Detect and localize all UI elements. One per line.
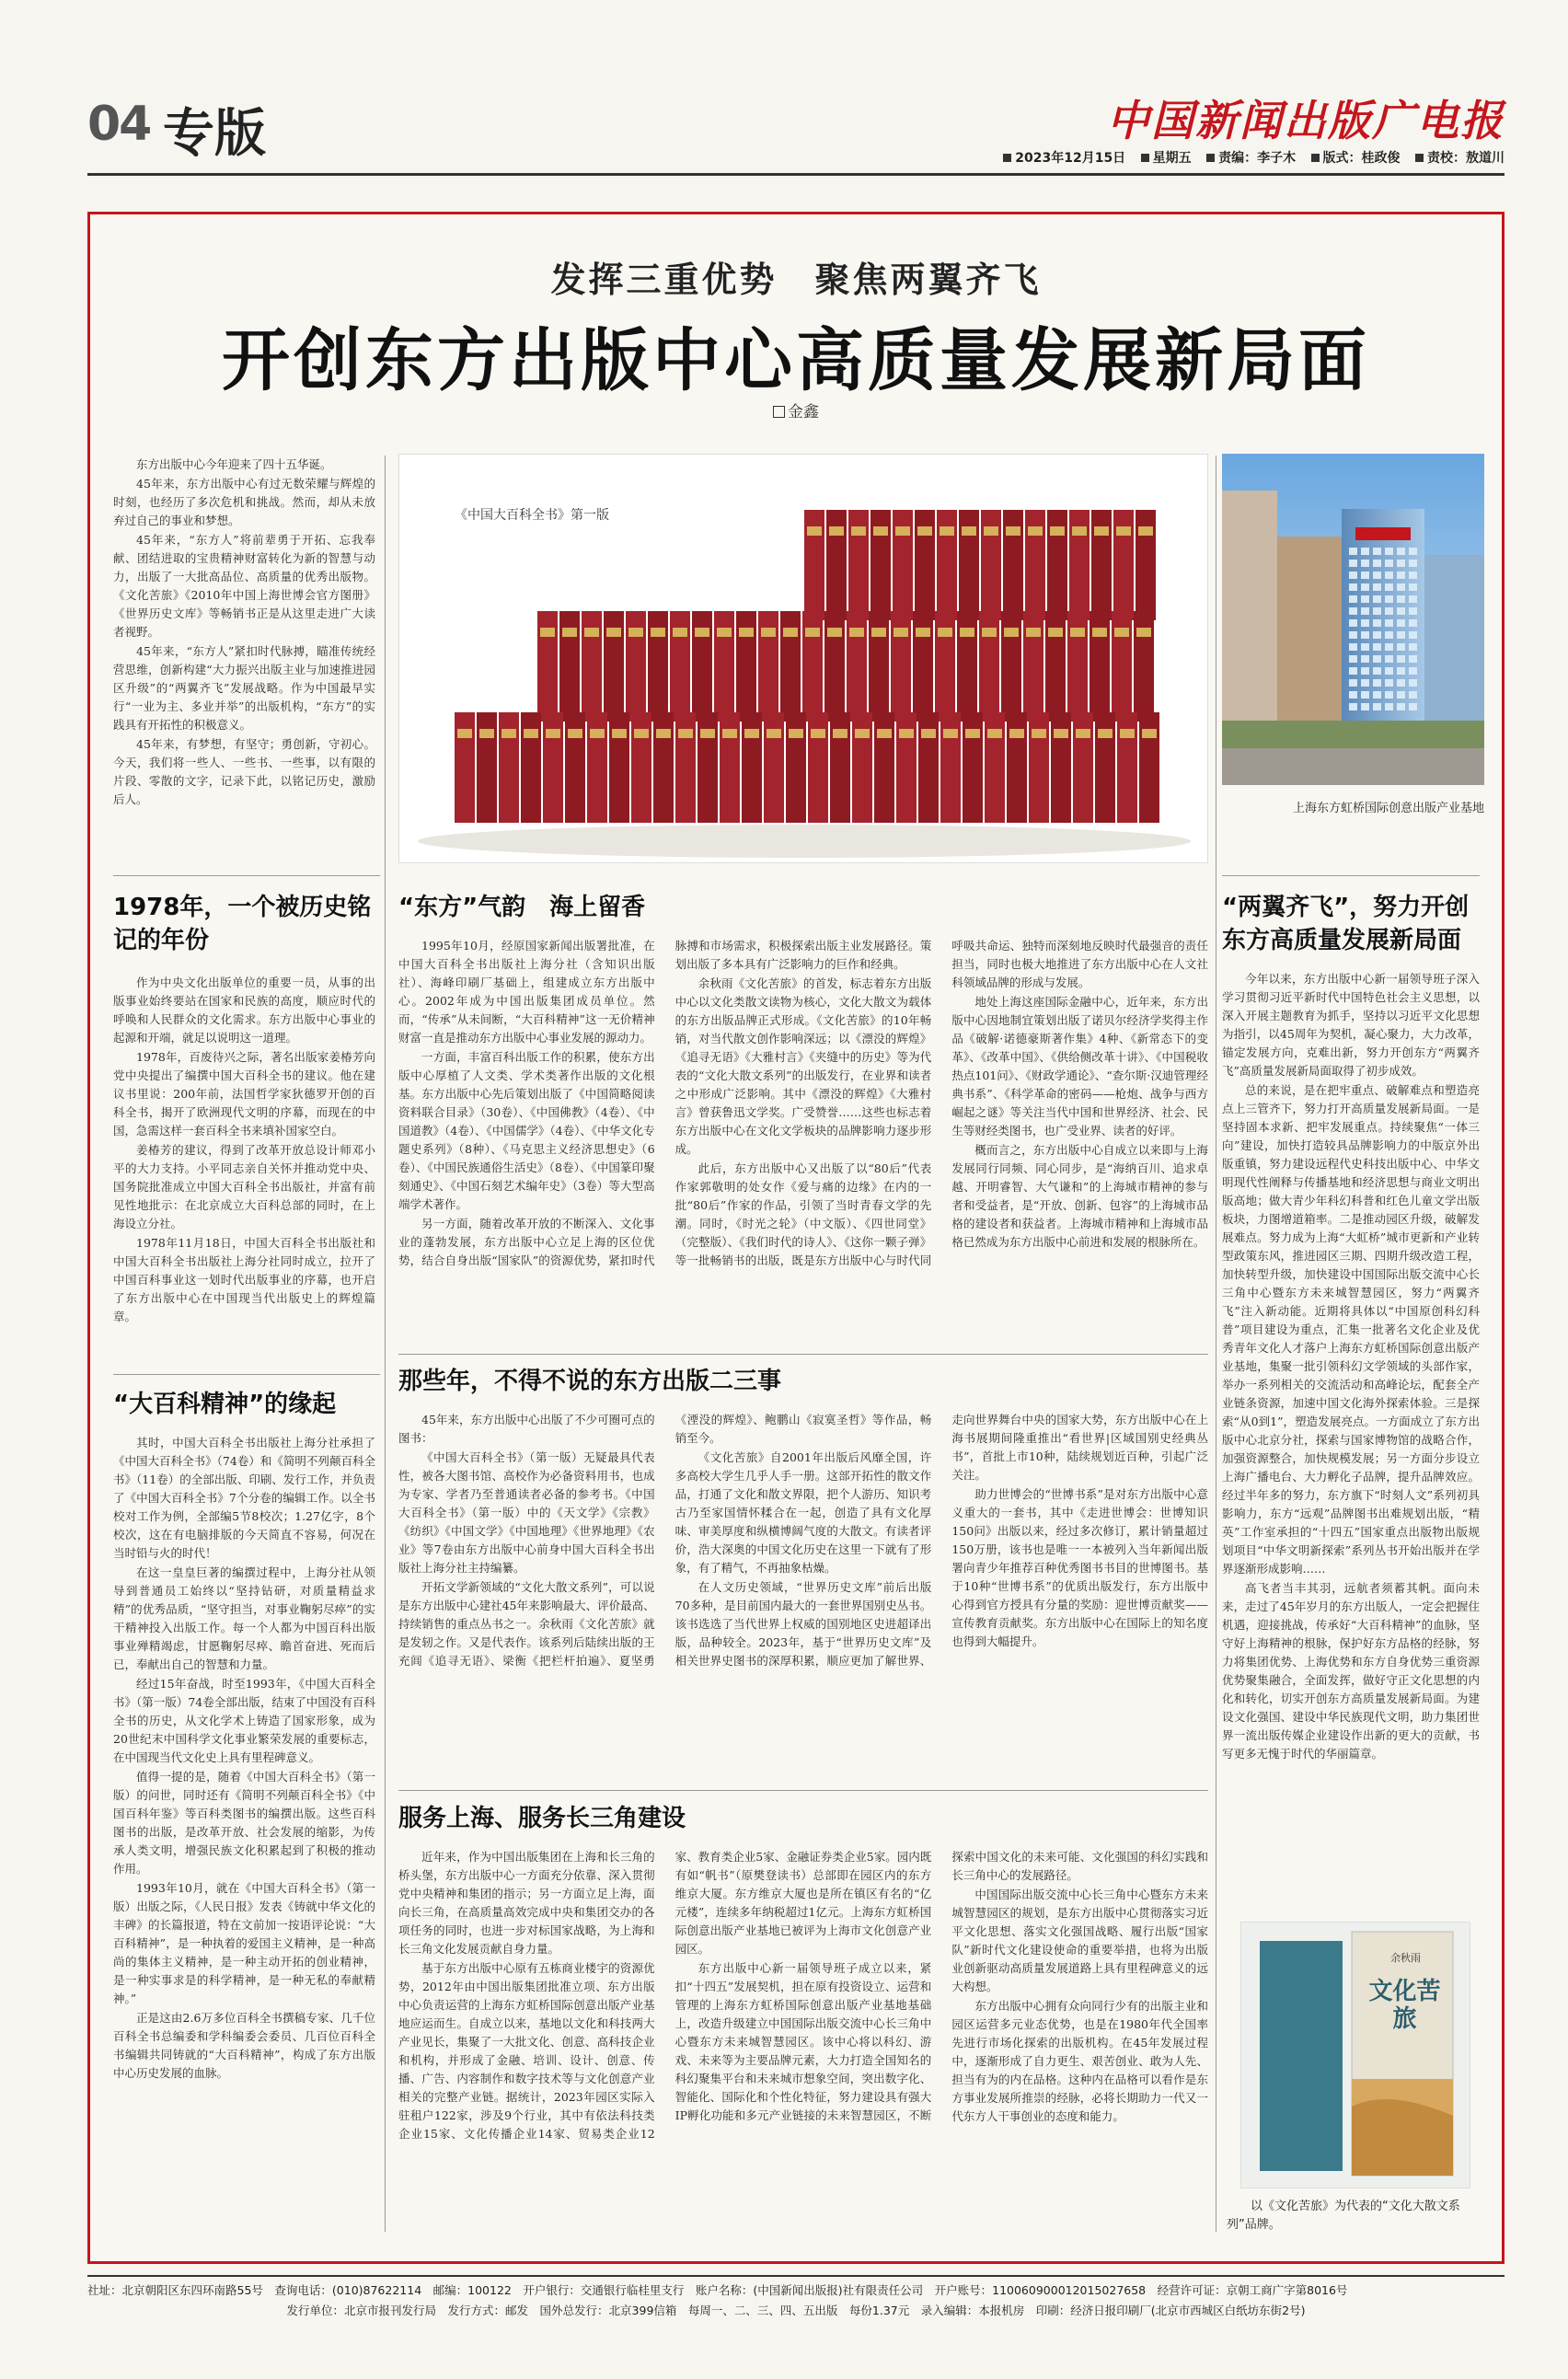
building-window	[1385, 548, 1393, 555]
book-spine-band	[1114, 628, 1129, 637]
book-spine-band	[916, 628, 930, 637]
section-divider	[113, 1374, 380, 1375]
section-divider	[113, 875, 380, 876]
building-window	[1361, 631, 1369, 639]
column-divider	[385, 456, 386, 2232]
building-window	[1397, 572, 1405, 579]
building-window	[1397, 631, 1405, 639]
page-footer	[87, 2281, 1505, 2321]
building-window	[1397, 595, 1405, 603]
book-spine-band	[1026, 628, 1041, 637]
book-spine-band	[984, 526, 998, 536]
book-spine-band	[921, 729, 936, 738]
building-window	[1373, 655, 1381, 663]
book-spine-band	[938, 628, 952, 637]
book-spine-band	[722, 729, 737, 738]
paragraph: 东方出版中心拥有众向同行少有的出版主业和园区运营多元业态优势，也是在1980年代全国率先进行市场化探索的出版机构。在45年发展过程中，逐渐形成了自力更生、艰苦创业、敢为人先、担当有为的内在品格。这种内在品格可以看作是东方事业发展所推崇的经脉，必将长期助力一代又一代东方人干事创业的态度和能力。	[951, 1999, 1208, 2123]
section-divider	[1222, 875, 1480, 876]
article-headline: 开创东方出版中心高质量发展新局面	[222, 321, 1370, 400]
book-spine-band	[871, 628, 886, 637]
building-window	[1385, 691, 1393, 699]
building-window	[1373, 703, 1381, 710]
book-spine-band	[1032, 729, 1046, 738]
books-photo-caption: 《中国大百科全书》第一版	[455, 508, 609, 523]
book-spine-band	[1094, 526, 1109, 536]
encyclopedia-books-photo	[398, 454, 1208, 863]
book-spine-band	[894, 628, 908, 637]
book-spine-band	[1006, 526, 1020, 536]
paragraph: 1978年11月18日，中国大百科全书出版社和中国大百科全书出版社上海分社同时成立，拉开了中国百科事业这一划时代出版事业的序幕，也开启了东方出版中心在中国现当代出版史上的辉煌篇章。	[113, 1236, 375, 1323]
book-spine-band	[829, 526, 844, 536]
building-window	[1361, 691, 1369, 699]
book-spine-band	[606, 628, 621, 637]
paragraph: 1995年10月，经原国家新闻出版署批准，在中国大百科全书出版社上海分社（含知识出版社）、海峰印刷厂基础上，组建成立东方出版中心。2002年成为中国出版集团成员单位。然而，“传承”从未间断，“大百科精神”这一无价精神财富一直是推动东方出版中心事业发展的源动力。	[398, 939, 655, 1045]
building-window	[1349, 691, 1357, 699]
building-window	[1385, 572, 1393, 579]
book-spine-band	[943, 729, 958, 738]
building-illustration	[1222, 454, 1484, 785]
building-window	[1361, 560, 1369, 567]
book-spine-band	[502, 729, 516, 738]
book-spine-band	[700, 729, 715, 738]
building-window	[1349, 643, 1357, 651]
book-spine-band	[1138, 526, 1153, 536]
building-window	[1385, 583, 1393, 591]
building-window	[1349, 619, 1357, 627]
paragraph: 1978年，百废待兴之际，著名出版家姜椿芳向党中央提出了编撰中国大百科全书的建议。他在建议书里说：200年前，法国哲学家狄德罗开创的百科全书，揭开了欧洲现代文明的序幕，而现在的中国，急需这样一套百科全书来填补国家空白。	[113, 1050, 375, 1138]
book-spine-band	[805, 628, 820, 637]
paragraph: 另一方面，随着改革开放的不断深入、文化事业的蓬勃发展，东方出版中心立足上海的区位优势，结合自身出版“国家队”的资源优势，紧扣时代脉搏和市场需求，积极探索出版主业发展路径。策划出版了多本具有广泛影响力的巨作和经典。	[398, 939, 932, 1267]
book-spine-band	[1092, 628, 1107, 637]
proof-credit: 责校：敖道川	[1427, 151, 1505, 166]
book-spine-band	[833, 729, 847, 738]
book-spine-band	[628, 628, 643, 637]
building-window	[1397, 643, 1405, 651]
book-spine-band	[899, 729, 914, 738]
book-spine-band	[960, 628, 974, 637]
book-spine-band	[789, 729, 803, 738]
book-spine-band	[1054, 729, 1068, 738]
building-window	[1361, 595, 1369, 603]
building-window	[1361, 607, 1369, 615]
footer-rule	[87, 2275, 1505, 2277]
book-spine-band	[656, 729, 671, 738]
building-photo-caption: 上海东方虹桥国际创意出版产业基地	[1222, 785, 1484, 822]
paragraph: 东方出版中心新一届领导班子成立以来，紧扣“十四五”发展契机，担在原有投资设立、运营和管理的上海东方虹桥国际创意出版产业基地基础上，改造升级建立中国国际出版交流中心长三角中心暨东方未来城智慧园区。该中心将以科幻、游戏、未来等为主要品牌元素，大力打造全国知名的科幻聚集平台和未来城市想象空间，突出数字化、智能化、国际化和个性化特征，努力建设具有强大IP孵化功能和多元产业链接的未来智慧园区，不断探索中国文化的未来可能、文化强国的科幻实践和长三角中心的发展路径。	[674, 1850, 1208, 2122]
book-spine-band	[612, 729, 627, 738]
editor-credit: 责编：李子木	[1218, 151, 1297, 166]
book-spine-band	[1120, 729, 1135, 738]
building-window	[1409, 691, 1417, 699]
book-spine-band	[651, 628, 665, 637]
book-cover-caption: 以《文化苦旅》为代表的“文化大散文系列”品牌。	[1227, 2200, 1460, 2232]
book-spine-band	[811, 729, 825, 738]
book-spine-band	[1116, 526, 1131, 536]
paragraph: 《文化苦旅》自2001年出版后风靡全国，许多高校大学生几乎人手一册。这部开拓性的散文作品，打通了文化和散文界限，把个人游历、知识考古乃至家国情怀糅合在一起，创造了具有文化厚味、审美厚度和纵横博阔气度的大散文。有读者评价，浩大深奥的中国文化历史在这里一下就有了形象，有了精气，不再抽象枯燥。	[674, 1450, 932, 1575]
intro-paragraph: 45年来，“东方人”紧扣时代脉搏，瞄准传统经营思维，创新构建“大力振兴出版主业与加速推进园区升级”的“两翼齐飞”发展战略。作为中国最早实行“一业为主、多业并举”的出版机构，“东方”的实践具有开拓性的积极意义。	[113, 644, 375, 732]
section-dongfang-title: “东方”气韵 海上留香	[398, 894, 646, 921]
building-window	[1397, 667, 1405, 675]
book-spine-band	[855, 729, 870, 738]
building-window	[1397, 583, 1405, 591]
paragraph: 余秋雨《文化苦旅》的首发，标志着东方出版中心以文化类散文读物为核心，文化大散文为载体的东方出版品牌正式形成。《文化苦旅》的10年畅销，对当代散文创作影响深远；以《漂没的辉煌》《追寻无语》《大雅村言》《夹缝中的历史》等为代表的“文化大散文系列”的出版发行，在业界和读者之中形成广泛影响。其中《漂没的辉煌》《大雅村言》曾获鲁迅文学奖。广受赞誉……这些也标志着东方出版中心在文化文学板块的品牌影响力逐步形成。	[674, 976, 932, 1156]
building-window	[1373, 607, 1381, 615]
building-window	[1409, 560, 1417, 567]
building-window	[1409, 607, 1417, 615]
building-window	[1361, 655, 1369, 663]
section-baike	[113, 1388, 375, 2084]
building-window	[1397, 619, 1405, 627]
building-window	[1409, 679, 1417, 687]
section-liangyi	[1222, 891, 1480, 1927]
intro-paragraph: 45年来，东方出版中心有过无数荣耀与辉煌的时刻，也经历了多次危机和挑战。然而，却从未放弃过自己的事业和梦想。	[113, 477, 375, 527]
paragraph: 在这一皇皇巨著的编撰过程中，上海分社从领导到普通员工始终以“坚持钻研，对质量精益求精”的优秀品质，“坚守担当，对事业鞠躬尽瘁”的实干精神投入出版工作。每一个人都为中国百科出版事业殚精竭虑，甘愿鞠躬尽瘁、瞻首奋进、死而后已，奉献出自己的智慧和力量。	[113, 1565, 375, 1671]
intro-paragraph: 东方出版中心今年迎来了四十五华诞。	[136, 457, 332, 471]
building-window	[1385, 643, 1393, 651]
building-window	[1409, 595, 1417, 603]
building-window	[1361, 619, 1369, 627]
paragraph: 经过15年奋战，时至1993年，《中国大百科全书》（第一版）74卷全部出版，结束了中国没有百科全书的历史，从文化学术上铸造了国家形象，成为20世纪末中国科学文化事业繁荣发展的重要标志，在中国现当代文化史上具有里程碑意义。	[113, 1677, 375, 1764]
intro-paragraph: 45年来，有梦想，有坚守；勇创新，守初心。今天，我们将一些人、一些书、一些事，以有限的片段、零散的文字，记录下此，以铭记历史，激励后人。	[113, 737, 375, 806]
article-kicker: 发挥三重优势 聚焦两翼齐飞	[550, 260, 1042, 300]
section-sanjiao	[398, 1802, 1208, 2253]
paragraph: 基于东方出版中心原有五栋商业楼宇的资源优势，2012年由中国出版集团批准立项、东方出版中心负责运营的上海东方虹桥国际创意出版产业基地应运而生。自成立以来，基地以文化和科技两大产业见长，集聚了一大批文化、创意、高科技企业和机构，并形成了金融、培训、设计、创意、传播、广告、内容制作和数字技术等与文化创意产业相关的完整产业链。据统计，2023年园区实际入驻租户122家，涉及9个行业，其中有依法科技类企业15家、文化传播企业14家、贸易类企业12家、教育类企业5家、金融证券类企业5家。园内既有如“帆书”（原樊登读书）总部即在园区内的东方维京大厦。东方维京大厦也是所在镇区有名的“亿元楼”，连续多年纳税超过1亿元。上海东方虹桥国际创意出版产业基地已被评为上海市文化创意产业园区。	[398, 1850, 932, 2141]
paragraph: 高飞者当丰其羽，远航者须蓄其帆。面向未来，走过了45年岁月的东方出版人，一定会把握住机遇，迎接挑战，传承好“大百科精神”的血脉，坚守好上海精神的根脉，保护好东方品格的经脉，努力将集团优势、上海优势和东方自身优势三重资源优势聚集融合，全面发挥，做好守正文化思想的内化和转化，切实开创东方高质量发展新局面。为建设文化强国、建设中华民族现代文明，助力集团世界一流出版传媒企业建设作出新的更大的贡献，书写更多无愧于时代的华丽篇章。	[1222, 1581, 1480, 1761]
book-spine-band	[1136, 628, 1151, 637]
building-window	[1361, 703, 1369, 710]
article-byline	[90, 398, 1502, 422]
building-window	[1385, 619, 1393, 627]
paragraph: 《中国大百科全书》（第一版）无疑最具代表性，被各大图书馆、高校作为必备资料用书，也成为专家、学者乃至普通读者必备的参考书。《中国大百科全书》（第一版）中的《天文学》《宗教》《纺织》《中国文学》《中国地理》《世界地理》《农业》等7卷由东方出版中心前身中国大百科全书出版社上海分社主持编纂。	[398, 1450, 655, 1575]
paragraph: 近年来，作为中国出版集团在上海和长三角的桥头堡，东方出版中心一方面充分依靠、深入贯彻党中央精神和集团的指示；另一方面立足上海，面向长三角，在高质量高效完成中央和集团交办的各项任务的同时，也进一步对标国家战略，为上海和长三角文化发展贡献自身力量。	[398, 1850, 655, 1956]
book-spine-band	[1072, 526, 1087, 536]
footer-line-2: 发行单位：北京市报刊发行局 发行方式：邮发 国外总发行：北京399信箱 每周一、二、三、四、五出版 每份1.37元 录入编辑：本报机房 印刷：经济日报印刷厂(北京市西城区白纸坊东街2号)	[286, 2304, 1306, 2317]
building-window	[1373, 691, 1381, 699]
section-label: 专版	[163, 104, 266, 164]
building-window	[1397, 691, 1405, 699]
building-window	[1373, 679, 1381, 687]
intro-column	[113, 456, 375, 810]
square-bullet-icon	[1003, 154, 1011, 162]
issue-weekday: 星期五	[1152, 151, 1192, 166]
book-spine-band	[965, 729, 980, 738]
building-window	[1373, 560, 1381, 567]
book-spine-band	[1070, 628, 1085, 637]
paragraph: 一方面，丰富百科出版工作的积累，使东方出版中心厚植了人文类、学术类著作出版的文化根基。东方出版中心先后策划出版了《中国简略阅读资料联合目录》（30卷）、《中国佛教》（4卷）、《中国道教》（4卷）、《中国儒学》（4卷）、《中华文化专题史系列》（8种）、《马克思主义经济思想史》（6卷）、《中国民族通俗生活史》（8卷）、《中国篆印聚刻通史》、《中国石刻艺术编年史》（3卷）等大型高端学术著作。	[398, 1050, 655, 1211]
building-window	[1373, 548, 1381, 555]
book-spine-band	[917, 526, 932, 536]
building-window	[1349, 560, 1357, 567]
paragraph: 开拓文学新领域的“文化大散文系列”，可以说是东方出版中心建社45年来影响最大、评价最高、持续销售的重点丛书之一。余秋雨《文化苦旅》就是发轫之作。又是代表作。该系列后陆续出版的王充闾《追寻无语》、梁衡《把栏杆拍遍》、夏坚勇《湮没的辉煌》、鲍鹏山《寂寞圣哲》等作品，畅销至今。	[398, 1413, 932, 1668]
footer-line-1: 社址：北京朝阳区东四环南路55号 查询电话：(010)87622114 邮编：100122 开户银行：交通银行临桂里支行 账户名称：(中国新闻出版报)社有限责任公司 开户账号：110060900012015027658 经营许可证：京朝工商广字第8016号	[87, 2283, 1348, 2297]
book-spine-band	[987, 729, 1002, 738]
masthead-rule	[87, 173, 1505, 176]
section-sanshi	[398, 1365, 1208, 1797]
book-spine-band	[761, 628, 776, 637]
building-photo	[1222, 454, 1484, 822]
issue-date: 2023年12月15日	[1015, 151, 1126, 166]
paragraph: 其时，中国大百科全书出版社上海分社承担了《中国大百科全书》（74卷）和《简明不列颠百科全书》（11卷）的全部出版、印刷、发行工作，并负责了《中国大百科全书》7个分卷的编辑工作。以全书校对工作为例，全部编5节8校次；1.27亿字，8个校次，这在有电脑排版的今天简直不容易，何况在当时铅与火的时代！	[113, 1436, 375, 1560]
section-1978	[113, 891, 375, 1327]
book-spine-band	[744, 729, 759, 738]
book-spine-band	[524, 729, 538, 738]
book-spine-band	[634, 729, 649, 738]
building-window	[1361, 583, 1369, 591]
building-window	[1409, 667, 1417, 675]
book-spine-band	[1004, 628, 1019, 637]
square-bullet-icon	[1311, 154, 1320, 162]
paragraph: 在人文历史领域，“世界历史文库”前后出版70多种，是目前国内最大的一套世界国别史丛书。该书选选了当代世界上权威的国别地区史进超译出版，品种较全。2023年，基于“世界历史文库”及相关世界史图书的深厚积累，顺应更加了解世界、走向世界舞台中央的国家大势，东方出版中心在上海书展期间隆重推出“看世界|区域国别史经典丛书”，首批上市10种，陆续规划近百种，引起广泛关注。	[674, 1413, 1208, 1668]
building-window	[1409, 703, 1417, 710]
paragraph: 正是这由2.6万多位百科全书撰稿专家、几千位百科全书总编委和学科编委会委员、几百位百科全书编辑共同铸就的“大百科精神”，构成了东方出版中心历史发展的血脉。	[113, 2011, 375, 2080]
building-window	[1397, 560, 1405, 567]
building-window	[1373, 572, 1381, 579]
book-spine-band	[1009, 729, 1024, 738]
building-window	[1349, 679, 1357, 687]
book-spine-band	[877, 729, 892, 738]
byline-author: 金鑫	[788, 403, 819, 422]
building-window	[1373, 583, 1381, 591]
building-window	[1397, 703, 1405, 710]
book-spine-band	[849, 628, 864, 637]
building-window	[1409, 619, 1417, 627]
byline-box-icon	[773, 406, 785, 418]
building-window	[1373, 619, 1381, 627]
building-window	[1397, 548, 1405, 555]
book-spine-band	[940, 526, 954, 536]
book-spine-band	[584, 628, 599, 637]
building-window	[1361, 679, 1369, 687]
building-window	[1409, 548, 1417, 555]
paragraph: 值得一提的是，随着《中国大百科全书》（第一版）的问世，同时还有《简明不列颠百科全书》《中国百科年鉴》等百科类图书的编撰出版。这些百科图书的出版，是改革开放、社会发展的缩影，为传承人类文明，增强民族文化积累起到了积极的推动作用。	[113, 1770, 375, 1876]
building-window	[1349, 583, 1357, 591]
book-spine-band	[1048, 628, 1063, 637]
paragraph: 概而言之，东方出版中心自成立以来即与上海发展同行同频、同心同步，是“海纳百川、追求卓越、开明睿智、大气谦和”的上海城市精神的参与者和受益者，是“开放、创新、包容”的上海城市品格的建设者和获益者。上海城市精神和上海城市品格已然成为东方出版中心前进和发展的根脉所在。	[951, 1143, 1208, 1249]
building-window	[1385, 631, 1393, 639]
book-spine-band	[783, 628, 798, 637]
section-baike-title: “大百科精神”的缘起	[113, 1391, 337, 1418]
section-1978-title: 1978年，一个被历史铭记的年份	[113, 894, 372, 954]
book-spine-band	[717, 628, 732, 637]
square-bullet-icon	[1206, 154, 1215, 162]
section-divider	[398, 1354, 1208, 1355]
paragraph: 总的来说，是在把牢重点、破解难点和塑造亮点上三管齐下，努力打开高质量发展新局面。一是坚持固本求新、把牢发展重点。持续聚焦“一体三向”建设，加快打造较具品牌影响力的中版京外出版重镇，努力建设远程代史科技出版中心、中华文明现代性阐释与传播基地和经济思想与商业文明出版高地；做大青少年科幻科普和红色儿童文学出版板块，力图增道箱率。二是推动园区升级，破解发展难点。努力成为上海“大虹桥”城市更新和产业转型政策东风，推进园区三期、四期升级改造工程，加快转型升级，加快建设中国国际出版交流中心长三角中心暨东方未来城智慧园区，努力“两翼齐飞”注入新动能。近期将具体以“中国原创科幻科普”项目建设为重点，汇集一批著名文化企业及优秀青年文化人才落户上海东方虹桥国际创意出版产业基地，集聚一批引领科幻文学领域的头部作家，举办一系列相关的交流活动和高峰论坛，配套全产业链条资源，加速中国文化海外探索体验。三是探索“从0到1”，塑造发展亮点。一方面成立了东方出版中心北京分社，探索与国家博物馆的战略合作，加强资源整合，加快规模发展；另一方面分步设立上海广播电台、大力孵化子品牌，提升品牌效应。经过半年多的努力，东方旗下“时刻人文”系列初具影响力，东方“远观”品牌图书出难规划出版，“精英”工作室承担的“十四五”国家重点出版物出版规划项目“中华文明新探索”系列丛书开始出版并在学界逐渐形成影响……	[1222, 1083, 1480, 1576]
building-window	[1397, 655, 1405, 663]
book-spine-band	[895, 526, 910, 536]
building-window	[1385, 560, 1393, 567]
layout-credit: 版式：桂政俊	[1322, 151, 1401, 166]
building-window	[1409, 643, 1417, 651]
building-window	[1385, 607, 1393, 615]
section-sanjiao-title: 服务上海、服务长三角建设	[398, 1805, 686, 1832]
book-spine-band	[1028, 526, 1043, 536]
book-spine-band	[827, 628, 842, 637]
book-spine-band	[807, 526, 822, 536]
building-window	[1349, 655, 1357, 663]
building-window	[1409, 631, 1417, 639]
building-window	[1397, 679, 1405, 687]
paragraph: 姜椿芳的建议，得到了改革开放总设计师邓小平的大力支持。小平同志亲自关怀并推动党中央、国务院批准成立中国大百科全书出版社，并富有前见性地批示：在北京成立大百科总部的同时，在上海设立分社。	[113, 1143, 375, 1230]
paragraph: 作为中央文化出版单位的重要一员，从事的出版事业始终要站在国家和民族的高度，顺应时代的呼唤和人民群众的文化需求。东方出版中心事业的起源和开端，就足以说明这一道理。	[113, 976, 375, 1045]
book-spine-band	[562, 628, 577, 637]
newspaper-name: 中国新闻出版广电报	[1107, 96, 1505, 145]
square-bullet-icon	[1141, 154, 1149, 162]
building-window	[1385, 667, 1393, 675]
book-spine-band	[873, 526, 888, 536]
cover-book-title: 文化苦旅	[1368, 1978, 1441, 2033]
building-window	[1349, 703, 1357, 710]
book-spine-band	[479, 729, 494, 738]
building-window	[1361, 667, 1369, 675]
section-sanshi-title: 那些年，不得不说的东方出版二三事	[398, 1368, 782, 1395]
building-window	[1385, 703, 1393, 710]
building-window	[1361, 643, 1369, 651]
square-bullet-icon	[1415, 154, 1424, 162]
book-spine-band	[546, 729, 560, 738]
building-window	[1373, 595, 1381, 603]
book-spine-band	[540, 628, 555, 637]
section-divider	[398, 1790, 1208, 1791]
building-window	[1385, 679, 1393, 687]
masthead	[87, 87, 1505, 166]
book-spine-band	[1142, 729, 1157, 738]
book-cover-illustration	[1241, 1923, 1470, 2188]
book-spine-band	[568, 729, 582, 738]
building-window	[1349, 667, 1357, 675]
paragraph: 中国国际出版交流中心长三角中心暨东方未来城智慧园区的规划，是东方出版中心贯彻落实习近平文化思想、落实文化强国战略、履行出版“国家队”新时代文化建设使命的重要举措，也将为出版业创新驱动高质量发展道路上具有里程碑意义的远大构想。	[951, 1888, 1208, 1993]
paragraph: 此后，东方出版中心又出版了以“80后”代表作家郭敬明的处女作《爱与痛的边缘》在内的一批“80后”作家的作品，引领了当时青春文学的先潮。同时，《时光之轮》（中文版）、《四世同堂》（完整版）、《我们时代的诗人》、《这你一颗子弹》等一批畅销书的出版，既是东方出版中心与时代同呼吸共命运、独特而深刻地反映时代最强音的责任担当，同时也极大地推进了东方出版中心在人文社科领域品牌的形成与发展。	[674, 939, 1208, 1267]
book-spine-band	[1098, 729, 1113, 738]
paragraph: 45年来，东方出版中心出版了不少可圈可点的图书：	[398, 1413, 655, 1445]
building-window	[1409, 583, 1417, 591]
paragraph: 地处上海这座国际金融中心，近年来，东方出版中心因地制宜策划出版了诺贝尔经济学奖得主作品《破解·诺德豪斯著作集》4种、《新常态下的变革》、《改革中国》、《供给侧改革十讲》、《中国税收热点101问》、《财政学通论》、“查尔斯·汉迪管理经典书系”、《科学革命的密码——枪炮、战争与西方崛起之谜》等关注当代中国和世界经济、社会、民生等财经类图书，也广受业界、读者的好评。	[951, 995, 1208, 1138]
building-window	[1373, 643, 1381, 651]
paragraph: 今年以来，东方出版中心新一届领导班子深入学习贯彻习近平新时代中国特色社会主义思想，以深入开展主题教育为抓手，坚持以习近平文化思想为指引，以45周年为契机，凝心聚力，大力改革，锚定发展方向，克难出新，努力开创东方“两翼齐飞”高质量发展新局面取得了初步成效。	[1222, 972, 1480, 1078]
intro-paragraph: 45年来，“东方人”将前辈勇于开拓、忘我奉献、团结进取的宝贵精神财富转化为新的智慧与动力，出版了一大批高品位、高质量的优秀出版物。《文化苦旅》《2010年中国上海世博会官方图册》《世界历史文库》等畅销书正是从这里走进广大读者视野。	[113, 533, 375, 639]
paragraph: 助力世博会的“世博书系”是对东方出版中心意义重大的一套书，其中《走进世博会：世博知识150问》出版以来，经过多次修订，累计销量超过150万册，该书也是唯一一本被列入当年新闻出版署向青少年推荐百种优秀图书书目的世博图书。基于10种“世博书系”的优质出版发行，东方出版中心得到官方授具有分量的奖励：迎世博贡献奖——宣传教育贡献奖。东方出版中心在国际上的知名度也得到大幅提升。	[951, 1487, 1208, 1648]
section-dongfang	[398, 891, 1208, 1379]
paragraph: 1993年10月，就在《中国大百科全书》（第一版）出版之际，《人民日报》发表《铸就中华文化的丰碑》的长篇报道，特在文前加一按语评论说：“大百科精神”，是一种执着的爱国主义精神，是一种高尚的集体主义精神，是一种主动开拓的创业精神，是一种实事求是的科学精神，是一种无私的奉献精神。”	[113, 1881, 375, 2005]
building-window	[1397, 607, 1405, 615]
book-spine-band	[1076, 729, 1090, 738]
book-cover-photo	[1240, 1922, 1470, 2188]
page-number: 04	[87, 97, 151, 152]
building-window	[1409, 655, 1417, 663]
article-frame	[87, 212, 1505, 2264]
building-window	[1385, 595, 1393, 603]
cover-author: 余秋雨	[1390, 1952, 1421, 1964]
book-spine-band	[962, 526, 976, 536]
book-spine-band	[673, 628, 687, 637]
building-window	[1349, 548, 1357, 555]
issue-info	[992, 148, 1505, 167]
book-spine-band	[982, 628, 997, 637]
section-liangyi-title: “两翼齐飞”，努力开创东方高质量发展新局面	[1222, 894, 1470, 954]
book-spine-band	[851, 526, 866, 536]
book-spine-band	[678, 729, 693, 738]
building-window	[1373, 667, 1381, 675]
book-spine-band	[767, 729, 781, 738]
building-window	[1409, 572, 1417, 579]
building-window	[1385, 655, 1393, 663]
book-spine-band	[590, 729, 605, 738]
building-window	[1373, 631, 1381, 639]
book-spine-band	[1050, 526, 1065, 536]
building-window	[1349, 572, 1357, 579]
building-window	[1349, 631, 1357, 639]
book-spine-band	[457, 729, 472, 738]
book-spine-band	[739, 628, 754, 637]
building-window	[1349, 595, 1357, 603]
building-window	[1361, 572, 1369, 579]
building-window	[1361, 548, 1369, 555]
book-spine-band	[695, 628, 709, 637]
building-window	[1349, 607, 1357, 615]
